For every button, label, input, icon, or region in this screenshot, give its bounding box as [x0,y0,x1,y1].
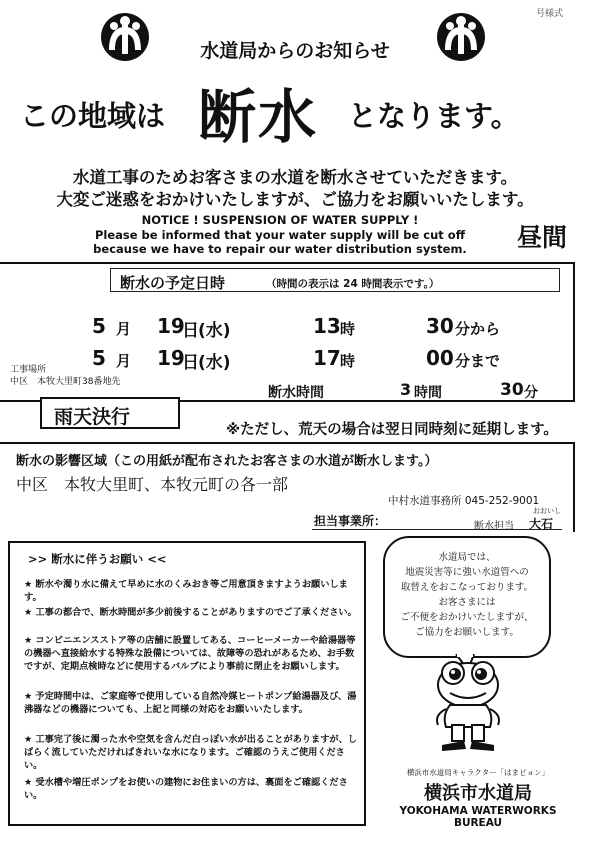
english-notice-line: Please be informed that your water supply will be cut off [94,228,466,242]
duration-label: 断水時間 [268,385,324,401]
start-minute: 30 [426,314,454,338]
intro-line: 大変ご迷惑をおかけいたしますが、ご協力をお願いいたします。 [56,190,534,209]
intro-line: 水道工事のためお客さまの水道を断水させていただきます。 [72,168,518,187]
end-month-unit: 月 [116,352,132,370]
start-month-unit: 月 [116,320,132,338]
frog-mascot-icon [428,655,508,755]
start-hour-unit: 時 [340,320,356,338]
rain-or-shine-label: 雨天決行 [54,406,131,428]
request-item: ★ 受水槽や増圧ポンプをお使いの建物にお住まいの方は、裏面をご確認ください。 [24,777,348,802]
contact-person-role: 断水担当 [474,521,514,532]
department-underline [312,529,562,530]
duration-hours: 3 [400,380,412,399]
daytime-label: 昼間 [517,223,568,252]
site-label: 工事場所 [10,365,47,375]
schedule-title: 断水の予定日時 [120,274,226,292]
duration-hours-unit: 時間 [414,385,442,401]
duration-minutes: 30 [500,380,524,400]
english-notice-line: because we have to repair our water distribution system. [93,242,467,256]
end-minute-unit: 分まで [455,352,501,370]
bubble-line: ご協力をお願いします。 [415,627,519,638]
end-month: 5 [92,346,106,370]
start-day-unit: 日 [182,321,199,341]
schedule-note: （時間の表示は 24 時間表示です。） [266,278,440,290]
end-day: 19 [157,346,185,370]
headline-suffix: となります。 [348,99,520,133]
start-month: 5 [92,314,106,338]
english-notice-title: NOTICE ! SUSPENSION OF WATER SUPPLY ! [141,213,419,227]
contact-person-ruby: おおいし [533,507,561,515]
headline-suspension: 断水 [198,83,319,151]
start-weekday: (水) [198,321,231,341]
request-item: ★ 工事の都合で、断水時間が多少前後することがありますのでご了承ください。 [24,607,357,618]
request-item: ★ 工事完了後に濁った水や空気を含んだ白っぽい水が出ることがありますが、しばらく流していただければきれいな水になります。ご確認のうえご使用ください。 [24,734,357,772]
contact-person-name: 大石 [529,517,554,531]
bubble-line: 水道局では、 [438,552,496,563]
end-hour: 17 [313,346,341,370]
duration-minutes-unit: 分 [524,385,538,401]
end-hour-unit: 時 [340,352,356,370]
affected-area-title: 断水の影響区域（この用紙が配布されたお客さまの水道が断水します。） [16,454,438,469]
mascot-caption: 横浜市水道局キャラクター「はまピョン」 [406,768,550,777]
start-day: 19 [157,314,185,338]
request-item: ★ 予定時間中は、ご家庭等で使用している自然冷媒ヒートポンプ給湯器及び、湯沸器などの機器についても、上記と同様の対応をお願いいたします。 [24,691,357,716]
form-number: 号様式 [536,9,564,19]
bubble-line: お客さまには [438,597,496,608]
office-contact: 中村水道事務所 045-252-9001 [388,495,540,507]
end-minute: 00 [426,346,454,370]
bubble-line: ご不便をおかけいたしますが、 [400,612,534,623]
department-label: 担当事業所： [314,514,387,528]
request-item: ★ 断水や濁り水に備えて早めに水のくみおき等ご用意頂きますようお願いします。 [24,579,348,604]
organization-name-en: YOKOHAMA WATERWORKS BUREAU [399,805,557,829]
start-minute-unit: 分から [455,320,501,338]
requests-title: >> 断水に伴うお願い << [28,552,167,566]
end-weekday: (水) [198,353,231,373]
notice-header: 水道局からのお知らせ [200,40,390,62]
bubble-line: 地震災害等に強い水道管への [405,567,529,578]
headline-prefix: この地域は [20,99,166,133]
request-item: ★ コンビニエンスストア等の店舗に設置してある、コーヒーメーカーや給湯器等の機器へ直接給水する特殊な設備については、故障等の恐れがあるため、お手数ですが、定期点検時などに使用するバルブにより事前に閉止をお願いします。 [24,635,356,673]
affected-area-text: 中区 本牧大里町、本牧元町の各一部 [16,475,289,494]
bubble-line: 取替えをおこなっております。 [400,582,534,593]
storm-postpone-note: ※ただし、荒天の場合は翌日同時刻に延期します。 [226,422,558,438]
organization-name-jp: 横浜市水道局 [424,783,532,804]
end-day-unit: 日 [182,353,199,373]
site-address: 中区 本牧大里町38番地先 [10,377,121,387]
start-hour: 13 [313,314,341,338]
